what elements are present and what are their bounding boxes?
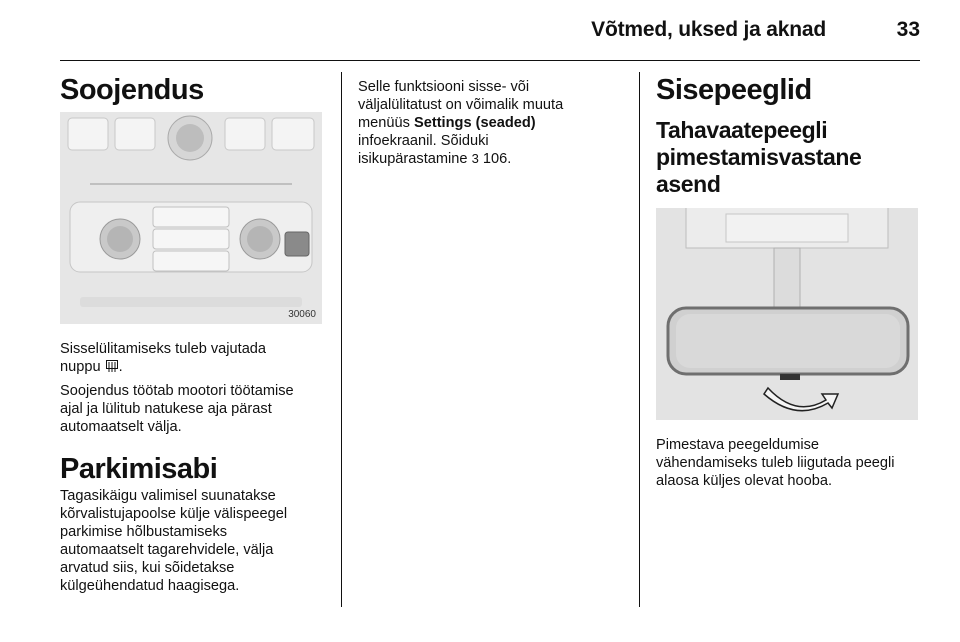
running-header-title: Võtmed, uksed ja aknad [591,18,826,41]
page-reference-arrow-icon: 3 [471,151,479,166]
climate-control-figure [60,112,322,324]
rear-window-heater-icon [105,359,119,373]
heater-description-line: Soojendus töötab mootori töötamise [60,383,294,399]
column-divider-2 [639,72,640,607]
settings-text-line5 [358,150,623,168]
rearview-mirror-figure [656,208,918,420]
heater-instruction-line2 [60,358,322,376]
settings-menu-name: Settings (seaded) [413,115,536,131]
page-number: 33 [896,18,920,41]
column-2 [358,78,623,168]
mirror-text-line: Pimestava peegeldumise [656,437,820,453]
settings-text-line1: Selle funktsiooni sisse- või [358,79,530,95]
page-reference-number: 106. [482,151,512,167]
settings-text-prefix: menüüs [358,115,410,131]
parking-assist-line: arvatud siis, kui sõidetakse [60,560,235,576]
heater-instruction-suffix: . [118,359,123,375]
subheading-line: Tahavaatepeegli [656,117,828,143]
figure-number: 30060 [288,309,316,320]
heater-instruction-line1: Sisselülitamiseks tuleb vajutada [60,341,267,357]
section-heading-heating: Soojendus [60,74,204,106]
heater-instruction-prefix: nuppu [60,359,101,375]
subheading-line: pimestamisvastane asend [656,144,862,197]
mirror-text-line: vähendamiseks tuleb liigutada peegli [656,455,895,471]
parking-assist-line: parkimise hõlbustamiseks [60,524,228,540]
parking-assist-line: automaatselt tagarehvidele, välja [60,542,274,558]
heater-description-line: ajal ja lülitub natukese aja pärast [60,401,272,417]
header-rule [60,60,920,61]
parking-assist-line: Tagasikäigu valimisel suunatakse [60,488,276,504]
settings-text-line3 [358,114,623,132]
section-heading-parking-assist: Parkimisabi [60,453,218,485]
settings-text-line4: infoekraanil. Sõiduki [358,133,489,149]
mirror-text-line: alaosa küljes olevat hooba. [656,473,833,489]
climate-control-illustration [60,112,322,324]
column-3 [656,74,921,490]
column-1 [60,74,322,595]
settings-text-line2: väljalülitatust on võimalik muuta [358,97,564,113]
rearview-mirror-illustration [656,208,918,420]
section-heading-interior-mirrors: Sisepeeglid [656,74,812,106]
parking-assist-line: kõrvalistujapoolse külje välispeegel [60,506,288,522]
personalization-text: isikupärastamine [358,151,468,167]
heater-description-line: automaatselt välja. [60,419,182,435]
column-divider-1 [341,72,342,607]
parking-assist-line: külgeühendatud haagisega. [60,578,240,594]
